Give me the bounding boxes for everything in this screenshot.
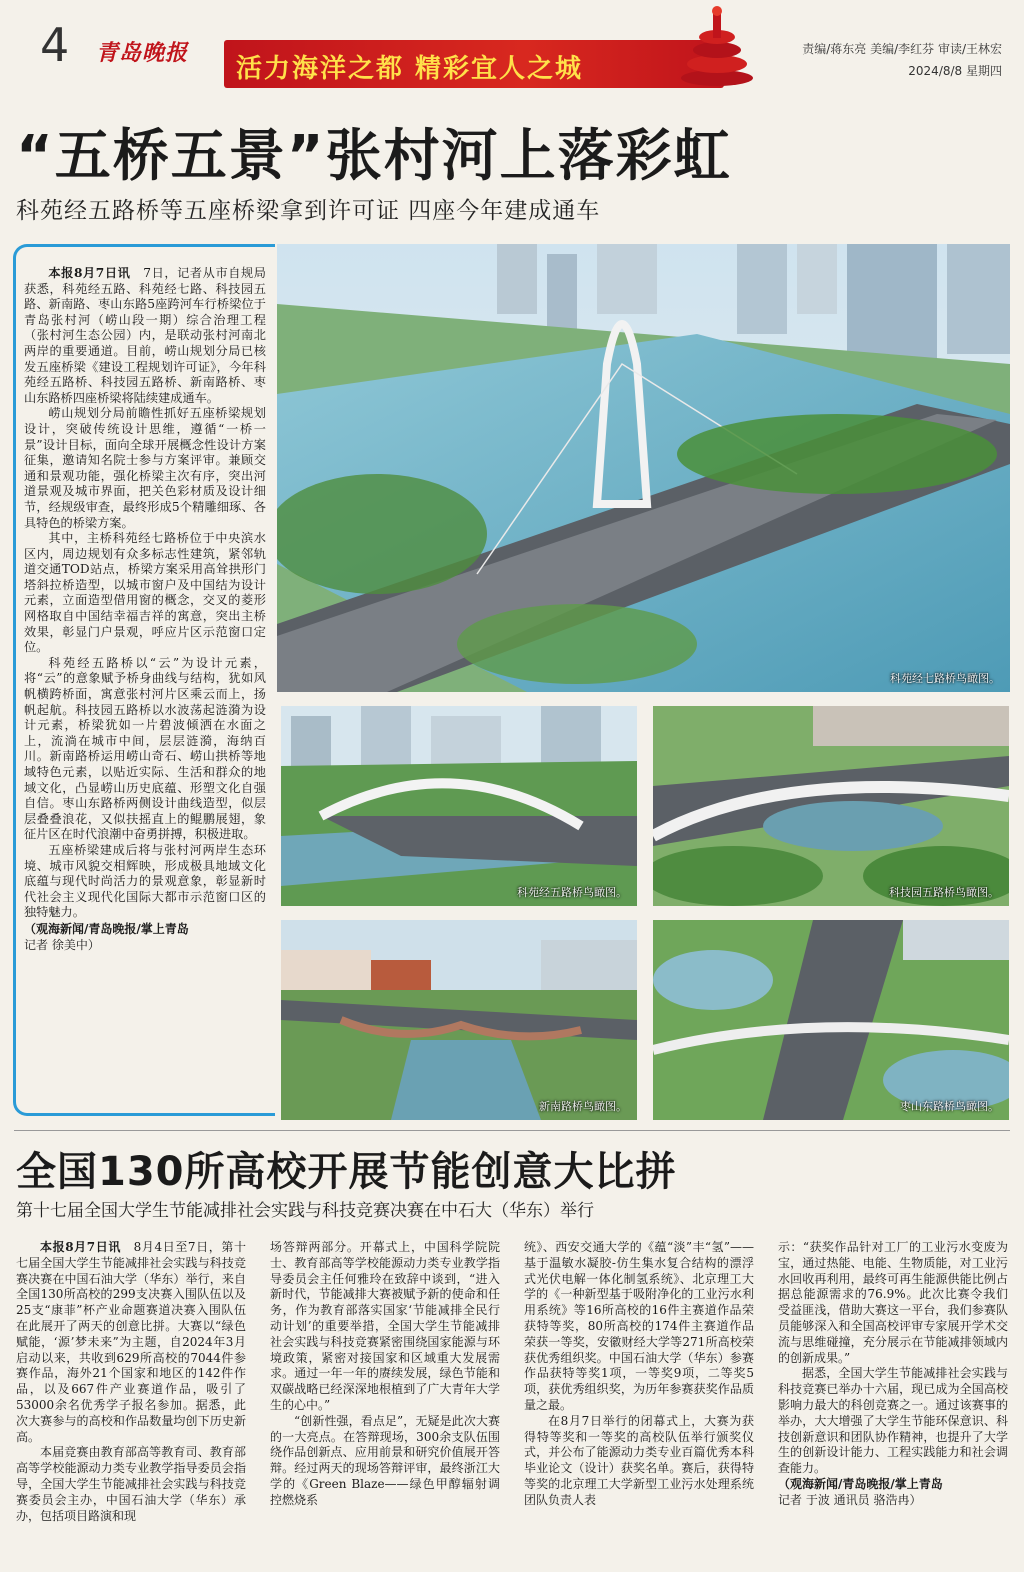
paragraph: 场答辩两部分。开幕式上，中国科学院院士、教育部高等学校能源动力类专业教学指导委员会主任何雅玲在致辞中谈到，“进入新时代，节能减排大赛被赋予新的使命和任务，作为教育部落实国家‘节能减排全民行动计划’的重要举措，全国大学生节能减排社会实践与科技竞赛紧密围绕国家能源与环境政策，紧密对接国家和区域重大发展需求。通过一年一年的赓续发展，绿色节能和双碳战略已经深深地根植到了广大青年大学生的心中。” [270,1240,500,1412]
paragraph: 其中，主桥科苑经七路桥位于中央滨水区内，周边规划有众多标志性建筑，紧邻轨道交通TOD站点，桥梁方案采用高耸拱形门塔斜拉桥造型，以城市窗户及中国结为设计元素，立面造型借用窗的概念，交叉的菱形网格取自中国结幸福吉祥的寓意，突出主桥效果，彰显门户景观，呼应片区示范窗口定位。 [24,531,266,655]
byline: （观海新闻/青岛晚报/掌上青岛 [778,1476,943,1491]
photo-xinnan-bridge [281,920,637,1120]
paragraph: 本报8月7日讯 7日，记者从市自规局获悉，科苑经五路、科苑经七路、科技园五路、新南路、枣山东路5座跨河车行桥梁位于青岛张村河（崂山段一期）综合治理工程（张村河生态公园）内，是联动张村河南北两岸的重要通道。目前，崂山规划分局已核发五座桥梁《建设工程规划许可证》，今年科苑经五路桥、科技园五路桥、新南路桥、枣山东路桥四座桥梁将陆续建成通车。 [24,266,266,405]
tower-landmark-icon [672,4,762,88]
paragraph: 统》、西安交通大学的《蕴“淡”丰“氢”——基于温敏水凝胶-仿生集水复合结构的漂浮式光伏电解一体化制氢系统》、北京理工大学的《一种新型基于吸附净化的工业污水利用系统》等16所高校的16件主赛道作品荣获特等奖，80所高校的174件主赛道作品荣获一等奖，安徽财经大学等271所高校荣获优秀组织奖。中国石油大学（华东）参赛作品获特等奖1项，一等奖9项，二等奖5项，获优秀组织奖，为历年参赛获奖作品质量之最。 [524,1240,754,1412]
paragraph: 科苑经五路桥以“云”为设计元素，将“云”的意象赋予桥身曲线与结构，犹如风帆横跨桥面，寓意张村河片区乘云而上，扬帆起航。科技园五路桥以水波荡起涟漪为设计元素，桥梁犹如一片碧波倾洒在水面之上，流淌在城市中间，层层涟漪，海纳百川。新南路桥运用崂山奇石、崂山拱桥等地域特色元素，以贴近实际、生活和群众的地域文化，凸显崂山历史底蕴、形塑文化自强自信。枣山东路桥两侧设计曲线造型，似层层叠叠浪花，又似扶摇直上的鲲鹏展翅，象征片区在时代浪潮中奋勇拼搏，积极进取。 [24,655,266,842]
headline-bridges: “五桥五景”张村河上落彩虹 [16,124,732,189]
article-column-1 [16,1240,246,1524]
page-number: 4 [40,18,70,72]
paragraph: 据悉，全国大学生节能减排社会实践与科技竞赛已举办十六届，现已成为全国高校影响力最大的科创竞赛之一。通过该赛事的举办，大大增强了大学生节能环保意识、科技创新意识和团队协作精神，也提升了大学生的创新设计能力、工程实践能力和社会调查能力。 [778,1366,1008,1476]
byline: （观海新闻/青岛晚报/掌上青岛 [24,921,189,936]
paragraph: 崂山规划分局前瞻性抓好五座桥梁规划设计，突破传统设计思维，遵循“一桥一景”设计目标，面向全球开展概念性设计方案征集，邀请知名院士参与方案评审。兼顾交通和景观功能，强化桥梁主次有序，突出河道景观及城市界面，把关色彩材质及设计细节，经规级审查，最终形成5个精雕细琢、各具特色的桥梁方案。 [24,406,266,530]
photo-zaoshandong-bridge [653,920,1009,1120]
photo-caption: 新南路桥鸟瞰图。 [539,1100,627,1113]
photo-caption: 科苑经七路桥鸟瞰图。 [890,672,1000,685]
paper-logo: 青岛晚报 [96,40,189,66]
credits [802,38,1002,82]
credits-editors: 责编/蒋东亮 美编/李红芬 审读/王林宏 [802,42,1002,56]
photo-caption: 枣山东路桥鸟瞰图。 [900,1100,999,1113]
subheadline-energy-contest: 第十七届全国大学生节能减排社会实践与科技竞赛决赛在中石大（华东）举行 [16,1201,594,1221]
photo-caption: 科苑经五路桥鸟瞰图。 [517,886,627,899]
photo-kejing7-bridge [277,244,1010,692]
photo-kejiyuan5-bridge [653,706,1009,906]
photo-kejing5-bridge [281,706,637,906]
paragraph: 在8月7日举行的闭幕式上，大赛为获得特等奖和一等奖的高校队伍举行颁奖仪式，并公布了能源动力类专业百篇优秀本科毕业论文（设计）获奖名单。赛后，获得特等奖的北京理工大学新型工业污水处理系统团队负责人表 [524,1413,754,1507]
paragraph: 本报8月7日讯 8月4日至7日，第十七届全国大学生节能减排社会实践与科技竞赛决赛在中国石油大学（华东）举行，来自全国130所高校的299支决赛入围队伍以及25支“康菲”杯产业命题赛道决赛入围队伍在此展开了两天的创意比拼。大赛以“绿色赋能，‘源’梦未来”为主题，自2024年3月启动以来，共收到629所高校的7044件参赛作品，海外21个国家和地区的142件作品，以及667件产业赛道作品，吸引了53000余名优秀学子报名参加。据悉，此次大赛参与的高校和作品数量均创下历史新高。 [16,1240,247,1444]
article-bridges-text [24,266,266,953]
masthead [0,0,1024,92]
paragraph: “创新性强，看点足”，无疑是此次大赛的一大亮点。在答辩现场，300余支队伍围绕作品创新点、应用前景和研究价值展开答辩。经过两天的现场答辩评审，最终浙江大学的《Green Blaze——绿色甲醇辐射调控燃烧系 [270,1413,500,1507]
issue-date: 2024/8/8 星期四 [908,64,1002,78]
byline-reporter: 记者 于波 通讯员 骆浩冉） [778,1492,922,1507]
headline-energy-contest: 全国130所高校开展节能创意大比拼 [16,1149,677,1195]
dateline: 本报8月7日讯 [48,266,131,280]
section-divider [14,1130,1010,1131]
photo-caption: 科技园五路桥鸟瞰图。 [889,886,999,899]
paragraph: 五座桥梁建成后将与张村河两岸生态环境、城市风貌交相辉映，形成极具地域文化底蕴与现代时尚活力的景观意象，彰显新时代社会主义现代化国际大都市示范窗口区的独特魅力。 [24,842,266,920]
slogan-banner [224,40,724,88]
paragraph: 示：“获奖作品针对工厂的工业污水变废为宝，通过热能、电能、生物质能，对工业污水回收再利用，最终可再生能源供能比例占据总能源需求的76.9%。此次比赛令我们受益匪浅，借助大赛这一平台，我们参赛队员能够深入和全国高校评审专家展开学术交流与思维碰撞，充分展示在节能减排领域内的创新成果。” [778,1240,1008,1365]
article-column-4 [778,1240,1008,1509]
article-column-2 [270,1240,500,1509]
article-column-3 [524,1240,754,1509]
paragraph: 本届竞赛由教育部高等教育司、教育部高等学校能源动力类专业教学指导委员会指导，全国大学生节能减排社会实践与科技竞赛委员会主办，中国石油大学（华东）承办，包括项目路演和现 [16,1445,246,1523]
dateline: 本报8月7日讯 [40,1240,121,1254]
subheadline-bridges: 科苑经五路桥等五座桥梁拿到许可证 四座今年建成通车 [16,198,601,224]
byline-reporter: 记者 徐美中） [24,937,100,952]
slogan-text: 活力海洋之都 精彩宜人之城 [236,54,584,84]
